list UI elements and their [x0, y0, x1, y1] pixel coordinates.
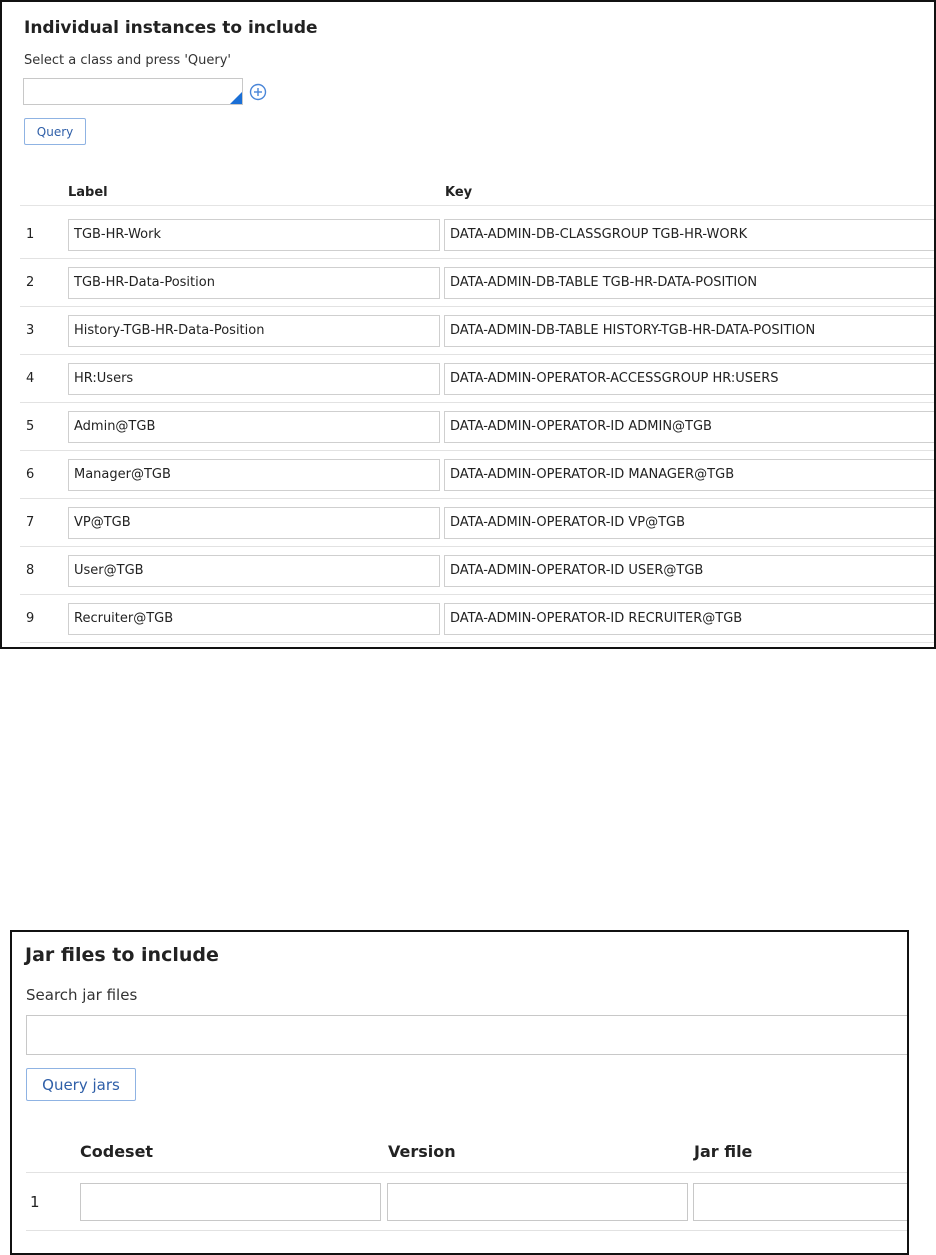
row-divider: [26, 1230, 909, 1231]
key-field[interactable]: DATA-ADMIN-OPERATOR-ID RECRUITER@TGB: [444, 603, 936, 635]
column-header-codeset: Codeset: [80, 1142, 154, 1161]
row-number: 5: [26, 419, 35, 434]
table-row: [20, 451, 936, 499]
class-select-input[interactable]: [23, 78, 243, 105]
table-row: [20, 307, 936, 355]
search-jar-files-input[interactable]: [26, 1015, 909, 1055]
row-number: 6: [26, 467, 35, 482]
label-field[interactable]: TGB-HR-Work: [68, 219, 440, 251]
table-row: [20, 595, 936, 643]
codeset-field[interactable]: [80, 1183, 381, 1221]
label-field[interactable]: Admin@TGB: [68, 411, 440, 443]
label-field[interactable]: User@TGB: [68, 555, 440, 587]
jar-files-panel: [10, 930, 909, 1255]
label-field[interactable]: History-TGB-HR-Data-Position: [68, 315, 440, 347]
row-number: 1: [26, 227, 35, 242]
row-number: 4: [26, 371, 35, 386]
table-row: [20, 403, 936, 451]
label-field[interactable]: VP@TGB: [68, 507, 440, 539]
label-field[interactable]: Recruiter@TGB: [68, 603, 440, 635]
row-number: 1: [30, 1193, 40, 1211]
key-field[interactable]: DATA-ADMIN-DB-CLASSGROUP TGB-HR-WORK: [444, 219, 936, 251]
table-row: [20, 499, 936, 547]
key-field[interactable]: DATA-ADMIN-OPERATOR-ID ADMIN@TGB: [444, 411, 936, 443]
table-row: [20, 547, 936, 595]
header-divider: [20, 205, 936, 206]
version-field[interactable]: [387, 1183, 688, 1221]
column-header-key: Key: [445, 185, 473, 200]
key-field[interactable]: DATA-ADMIN-OPERATOR-ID USER@TGB: [444, 555, 936, 587]
row-number: 2: [26, 275, 35, 290]
table-row: [20, 259, 936, 307]
class-select-hint: Select a class and press 'Query': [24, 53, 231, 68]
table-row: [20, 211, 936, 259]
dropdown-corner-icon: [230, 92, 242, 104]
search-jar-files-label: Search jar files: [26, 986, 138, 1004]
key-field[interactable]: DATA-ADMIN-DB-TABLE TGB-HR-DATA-POSITION: [444, 267, 936, 299]
query-button[interactable]: Query: [24, 118, 86, 145]
instances-title: Individual instances to include: [24, 18, 318, 38]
column-header-version: Version: [388, 1142, 456, 1161]
label-field[interactable]: TGB-HR-Data-Position: [68, 267, 440, 299]
key-field[interactable]: DATA-ADMIN-OPERATOR-ACCESSGROUP HR:USERS: [444, 363, 936, 395]
column-header-jar-file: Jar file: [694, 1142, 753, 1161]
row-number: 3: [26, 323, 35, 338]
label-field[interactable]: HR:Users: [68, 363, 440, 395]
label-field[interactable]: Manager@TGB: [68, 459, 440, 491]
key-field[interactable]: DATA-ADMIN-OPERATOR-ID MANAGER@TGB: [444, 459, 936, 491]
add-circle-icon[interactable]: [249, 83, 267, 101]
row-number: 7: [26, 515, 35, 530]
query-jars-button[interactable]: Query jars: [26, 1068, 136, 1101]
jar-files-title: Jar files to include: [25, 944, 219, 966]
key-field[interactable]: DATA-ADMIN-DB-TABLE HISTORY-TGB-HR-DATA-POSITION: [444, 315, 936, 347]
row-number: 9: [26, 611, 35, 626]
column-header-label: Label: [68, 185, 108, 200]
row-number: 8: [26, 563, 35, 578]
header-divider: [26, 1172, 909, 1173]
table-row: [20, 355, 936, 403]
jar-file-field[interactable]: [693, 1183, 909, 1221]
key-field[interactable]: DATA-ADMIN-OPERATOR-ID VP@TGB: [444, 507, 936, 539]
